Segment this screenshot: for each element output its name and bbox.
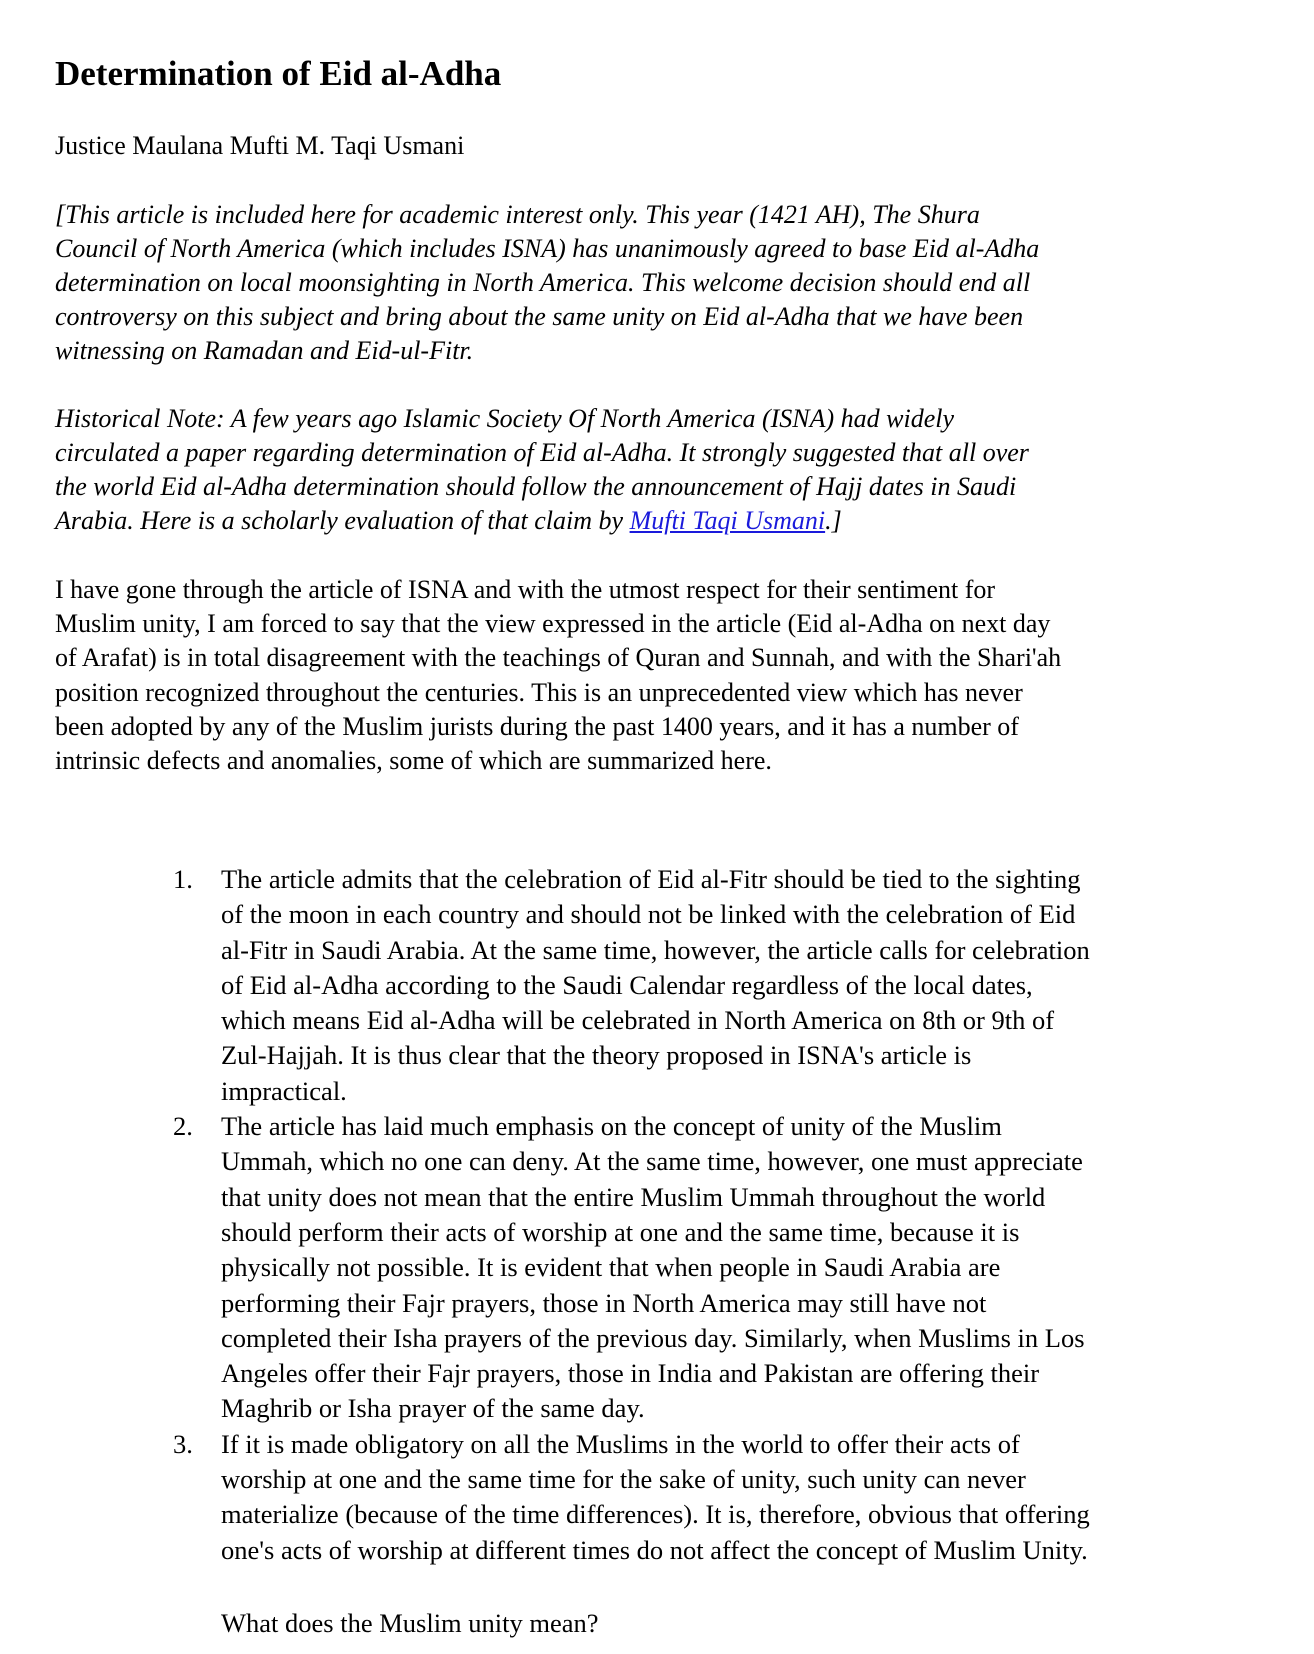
paragraph-line: of Arafat) is in total disagreement with the teachings of Quran and Sunnah, and with the Shari'ah bbox=[55, 643, 1062, 673]
list-item-line: worship at one and the same time for the sake of unity, such unity can never bbox=[221, 1464, 1026, 1495]
list-item-line: of the moon in each country and should not be linked with the celebration of Eid bbox=[221, 899, 1076, 930]
list-item-line: If it is made obligatory on all the Muslims in the world to offer their acts of bbox=[221, 1428, 1020, 1459]
list-item-line: should perform their acts of worship at one and the same time, because it is bbox=[221, 1216, 1020, 1247]
editor-note-line: [This article is included here for academic interest only. This year (1421 AH), The Shura bbox=[55, 200, 980, 229]
paragraph-line: Muslim unity, I am forced to say that the view expressed in the article (Eid al-Adha on next day bbox=[55, 609, 1051, 639]
points-list bbox=[55, 862, 1090, 1568]
historical-note-line: Historical Note: A few years ago Islamic Society Of North America (ISNA) had widely bbox=[55, 404, 955, 433]
historical-note-line: the world Eid al-Adha determination should follow the announcement of Hajj dates in Saudi bbox=[55, 472, 1017, 501]
list-item-2 bbox=[55, 1109, 1090, 1427]
editor-note bbox=[55, 198, 1039, 368]
list-item-line: Ummah, which no one can deny. At the same time, however, one must appreciate bbox=[221, 1146, 1083, 1177]
historical-note bbox=[55, 402, 1029, 538]
editor-note-line: Council of North America (which includes ISNA) has unanimously agreed to base Eid al-Adha bbox=[55, 234, 1040, 263]
paragraph-line: intrinsic defects and anomalies, some of which are summarized here. bbox=[55, 746, 772, 776]
editor-note-line: witnessing on Ramadan and Eid-ul-Fitr. bbox=[55, 336, 474, 365]
historical-note-last-line bbox=[55, 504, 1029, 538]
list-item-3 bbox=[55, 1427, 1090, 1568]
list-number: 1. bbox=[173, 864, 193, 894]
list-item-line: Zul-Hajjah. It is thus clear that the theory proposed in ISNA's article is bbox=[221, 1040, 972, 1071]
author-byline: Justice Maulana Mufti M. Taqi Usmani bbox=[55, 131, 465, 160]
list-item-line: The article has laid much emphasis on the concept of unity of the Muslim bbox=[221, 1111, 1002, 1142]
historical-note-line: circulated a paper regarding determination of Eid al-Adha. It strongly suggested that all over bbox=[55, 438, 1029, 467]
list-item-line: Maghrib or Isha prayer of the same day. bbox=[221, 1393, 645, 1424]
list-item-line: completed their Isha prayers of the previous day. Similarly, when Muslims in Los bbox=[221, 1322, 1085, 1353]
list-item-line: one's acts of worship at different times do not affect the concept of Muslim Unity. bbox=[221, 1534, 1088, 1565]
list-item-line: impractical. bbox=[221, 1075, 347, 1106]
closing-bracket: .] bbox=[825, 506, 842, 535]
list-item-line: The article admits that the celebration of Eid al-Fitr should be tied to the sighting bbox=[221, 864, 1081, 894]
editor-note-line: controversy on this subject and bring about the same unity on Eid al-Adha that we have been bbox=[55, 302, 1024, 331]
list-item-line: al-Fitr in Saudi Arabia. At the same time, however, the article calls for celebration bbox=[221, 934, 1090, 965]
list-number: 3. bbox=[173, 1428, 193, 1459]
list-number: 2. bbox=[173, 1111, 193, 1142]
editor-note-line: determination on local moonsighting in North America. This welcome decision should end all bbox=[55, 268, 1031, 297]
list-item-line: Angeles offer their Fajr prayers, those in India and Pakistan are offering their bbox=[221, 1358, 1040, 1389]
list-item-line: performing their Fajr prayers, those in North America may still have not bbox=[221, 1287, 987, 1318]
page-title: Determination of Eid al-Adha bbox=[55, 54, 502, 93]
list-item-line: that unity does not mean that the entire Muslim Ummah throughout the world bbox=[221, 1181, 1046, 1212]
section-subheading: What does the Muslim unity mean? bbox=[221, 1608, 599, 1638]
list-item-1 bbox=[55, 862, 1090, 1109]
list-item-line: physically not possible. It is evident that when people in Saudi Arabia are bbox=[221, 1252, 1001, 1283]
list-item-line: of Eid al-Adha according to the Saudi Calendar regardless of the local dates, bbox=[221, 969, 1033, 1000]
list-item-line: materialize (because of the time differences). It is, therefore, obvious that offering bbox=[221, 1499, 1090, 1530]
paragraph-line: I have gone through the article of ISNA and with the utmost respect for their sentiment for bbox=[55, 575, 996, 604]
paragraph-line: been adopted by any of the Muslim jurists during the past 1400 years, and it has a number of bbox=[55, 711, 1019, 741]
intro-paragraph bbox=[55, 573, 1061, 778]
author-link[interactable]: Mufti Taqi Usmani bbox=[629, 506, 826, 535]
historical-note-text: Arabia. Here is a scholarly evaluation of that claim by bbox=[55, 506, 630, 535]
paragraph-line: position recognized throughout the centuries. This is an unprecedented view which has never bbox=[55, 677, 1023, 707]
list-item-line: which means Eid al-Adha will be celebrated in North America on 8th or 9th of bbox=[221, 1005, 1055, 1036]
